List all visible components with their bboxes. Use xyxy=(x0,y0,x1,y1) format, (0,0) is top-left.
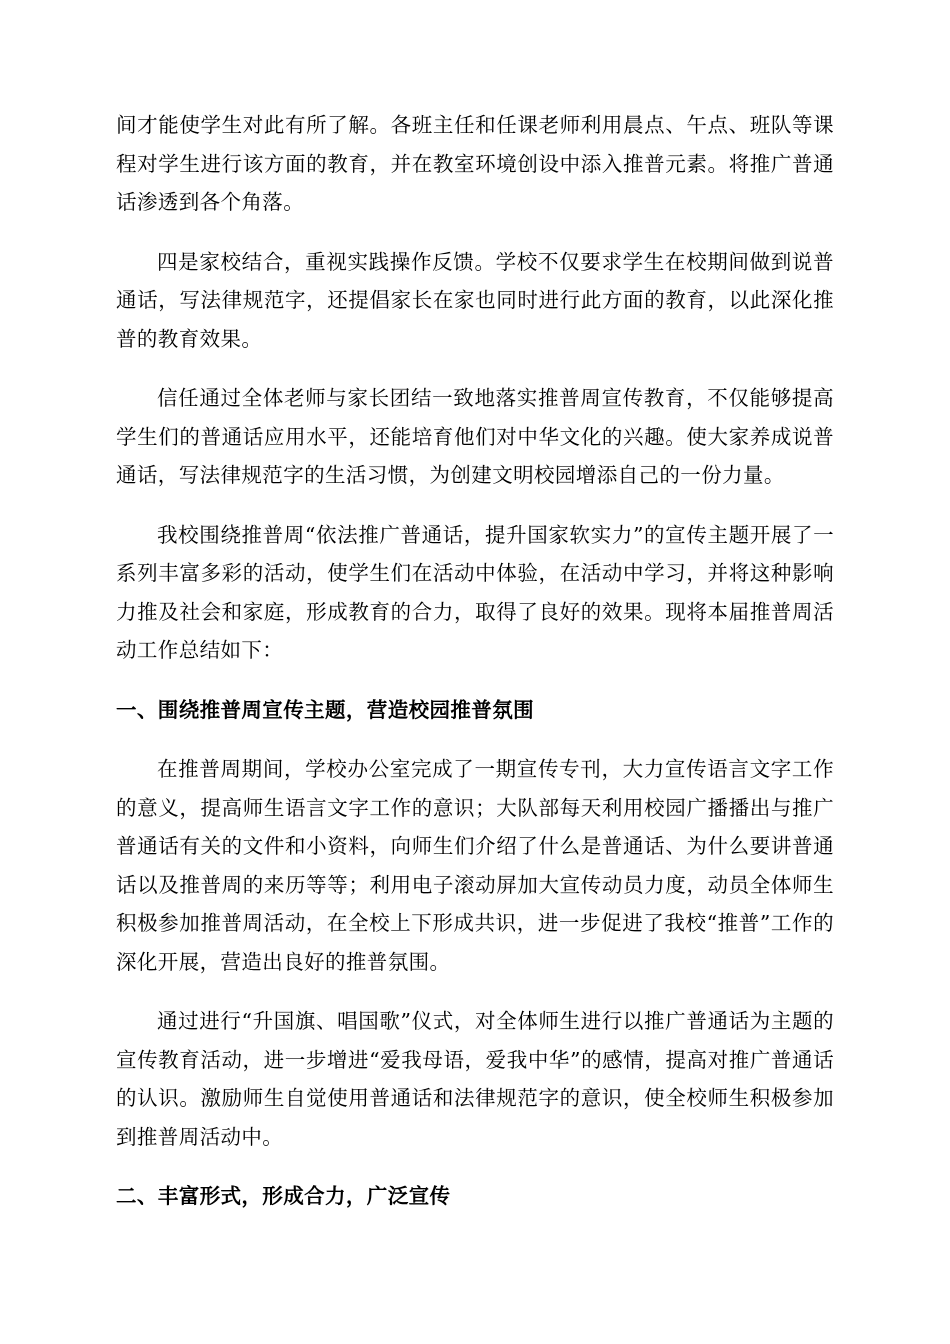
section-heading-2: 二、丰富形式，形成合力，广泛宣传 xyxy=(116,1184,451,1208)
paragraph-home-school: 四是家校结合，重视实践操作反馈。学校不仅要求学生在校期间做到说普通话，写法律规范字，还提倡家长在家也同时进行此方面的教育，以此深化推普的教育效果。 xyxy=(116,249,834,351)
paragraph-trust: 信任通过全体老师与家长团结一致地落实推普周宣传教育，不仅能够提高学生们的普通话应用水平，还能培育他们对中华文化的兴趣。使大家养成说普通话，写法律规范字的生活习惯，为创建文明校园增添自己的一份力量。 xyxy=(116,386,834,487)
paragraph-publicity: 在推普周期间，学校办公室完成了一期宣传专刊，大力宣传语言文字工作的意义，提高师生语言文字工作的意识；大队部每天利用校园广播播出与推广普通话有关的文件和小资料，向师生们介绍了什么是普通话、为什么要讲普通话以及推普周的来历等等；利用电子滚动屏加大宣传动员力度，动员全体师生积极参加推普周活动，在全校上下形成共识，进一步促进了我校“推普”工作的深化开展，营造出良好的推普氛围。 xyxy=(116,757,834,974)
paragraph-flag-ceremony: 通过进行“升国旗、唱国歌”仪式，对全体师生进行以推广普通话为主题的宣传教育活动，进一步增进“爱我母语，爱我中华”的感情，提高对推广普通话的认识。激励师生自觉使用普通话和法律规范字的意识，使全校师生积极参加到推普周活动中。 xyxy=(116,1009,834,1149)
document-body xyxy=(116,106,834,1237)
paragraph-intro: 我校围绕推普周“依法推广普通话，提升国家软实力”的宣传主题开展了一系列丰富多彩的活动，使学生们在活动中体验，在活动中学习，并将这种影响力推及社会和家庭，形成教育的合力，取得了良好的效果。现将本届推普周活动工作总结如下： xyxy=(116,522,834,662)
paragraph-continuation: 间才能使学生对此有所了解。各班主任和任课老师利用晨点、午点、班队等课程对学生进行该方面的教育，并在教室环境创设中添入推普元素。将推广普通话渗透到各个角落。 xyxy=(116,113,834,214)
section-heading-1: 一、围绕推普周宣传主题，营造校园推普氛围 xyxy=(116,697,534,722)
